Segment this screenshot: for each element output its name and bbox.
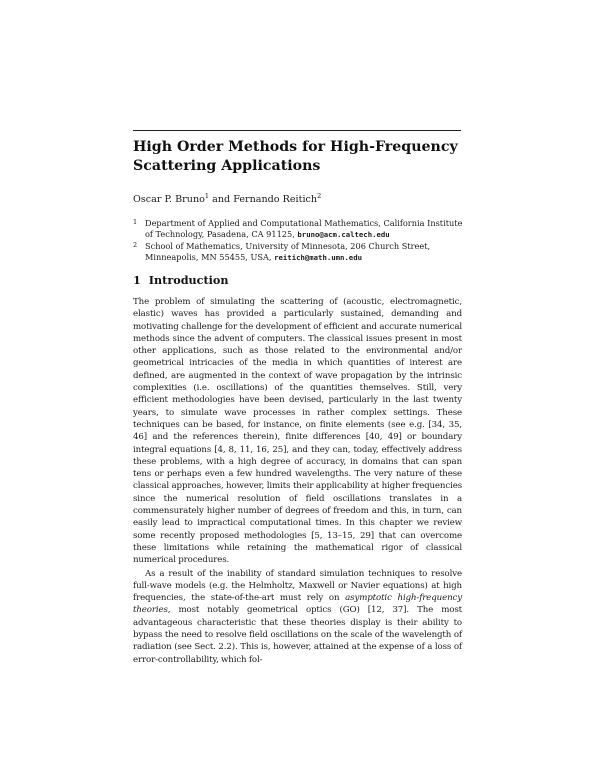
affiliation-list — [133, 218, 463, 263]
section-number: 1 — [133, 273, 141, 287]
author-name: Oscar P. Bruno — [133, 194, 205, 205]
paragraph-text: As a result of the inability of standard simulation techniques to resolve full-wave models (e.g. the Helmholtz, Maxwell or Navier equations) at high frequencies, the state-of-the-art must rely on — [133, 568, 462, 604]
title-rule — [133, 130, 461, 131]
affiliation-email[interactable]: reitich@math.umn.edu — [274, 252, 362, 262]
affiliation-text: School of Mathematics, University of Minnesota, 206 Church Street, Minneapolis, MN 55455, USA, — [145, 240, 431, 262]
section-heading — [133, 273, 463, 287]
body-text — [133, 296, 462, 666]
affiliation-item — [133, 218, 463, 240]
author-name: Fernando Reitich — [233, 194, 318, 205]
affiliation-mark: 1 — [133, 218, 138, 226]
affiliation-email[interactable]: bruno@acm.caltech.edu — [297, 230, 390, 239]
section-title: Introduction — [148, 273, 229, 287]
paragraph-text: , most notably geometrical optics (GO) [12, 37]. The most advantageous characteristic that these theories display is their ability to bypass the need to resolve field oscillations on the scale of the wavelength of radiation (see Sect. 2.2). This is, however, attained at the expense of a loss of error-controllability, which fol- — [133, 605, 462, 665]
paragraph: The problem of simulating the scattering of (acoustic, electromagnetic, elastic) waves has provided a particularly sustained, demanding and motivating challenge for the development of efficient and accurate numerical methods since the advent of computers. The classical issues present in most other applications, such as those related to the environmental and/or geometrical intricacies of the media in which quantities of interest are defined, are augmented in the context of wave propagation by the intrinsic complexities (i.e. oscillations) of the quantities themselves. Still, very efficient methodologies have been devised, particularly in the last twenty years, to simulate wave processes in rather complex settings. These techniques can be based, for instance, on finite elements (see e.g. [34, 35, 46] and the references therein), finite differences [40, 49] or boundary integral equations [4, 8, 11, 16, 25], and they can, today, effectively address these problems, with a high degree of accuracy, in domains that can span tens or perhaps even a few hundred wavelengths. The very nature of these classical approaches, however, limits their applicability at higher frequencies since the numerical resolution of field oscillations translates in a commensurately higher number of degrees of freedom and this, in turn, can easily lead to impractical computational times. In this chapter we review some recently proposed methodologies [5, 13–15, 29] that can overcome these limitations while retaining the mathematical rigor of classical numerical procedures. — [133, 297, 462, 566]
affiliation-item — [133, 241, 463, 263]
paragraph — [133, 568, 462, 666]
author-separator: and — [209, 194, 234, 205]
affiliation-mark: 2 — [133, 240, 138, 249]
author-line — [133, 194, 463, 206]
affiliation-text: Department of Applied and Computational Mathematics, California Institute of Technology, Pasadena, CA 91125, — [145, 218, 463, 239]
paper-title: High Order Methods for High-Frequency Scattering Applications — [133, 139, 458, 174]
emphasis-text: asymptotic high-frequency theories — [133, 593, 462, 616]
affiliation-mark: 2 — [317, 192, 322, 200]
affiliation-mark: 1 — [204, 192, 210, 200]
